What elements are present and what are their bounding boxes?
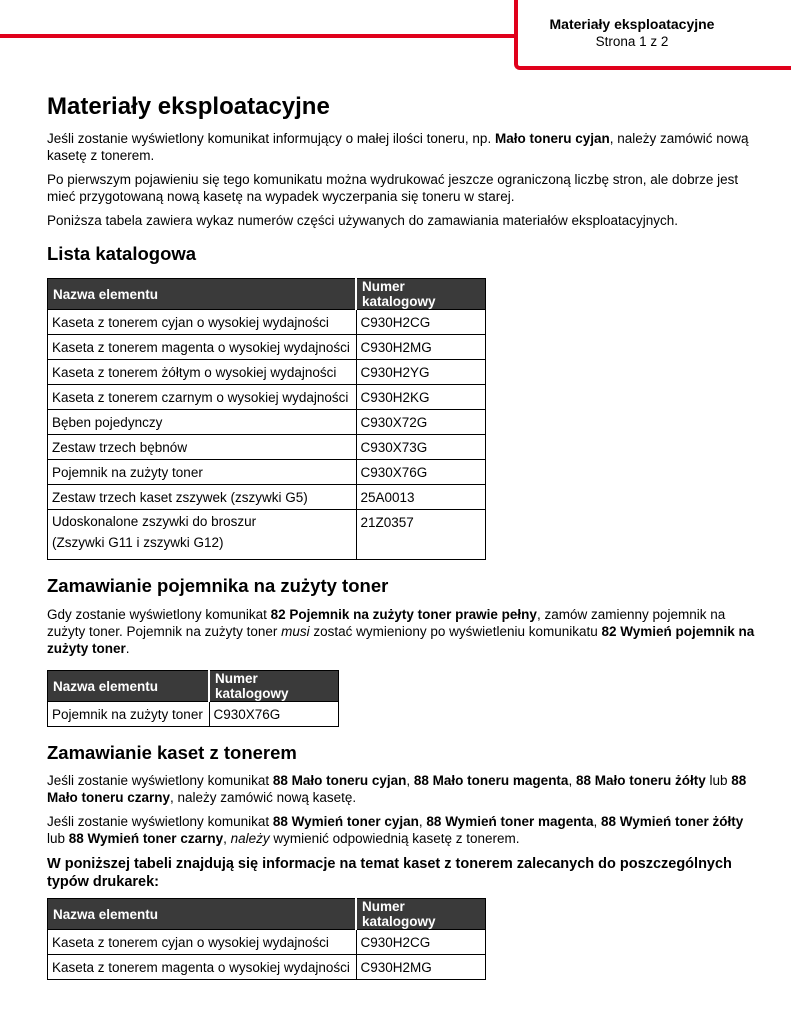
header-red-line — [0, 34, 517, 38]
waste-container-table — [47, 670, 339, 727]
item-name: Kaseta z tonerem magenta o wysokiej wydajności — [48, 335, 357, 360]
catalog-table — [47, 278, 486, 560]
item-name: Pojemnik na zużyty toner — [48, 460, 357, 485]
header-title: Materiały eksploatacyjne — [549, 16, 715, 32]
table-row — [48, 930, 486, 955]
intro-paragraph-2: Po pierwszym pojawieniu się tego komunikatu można wydrukować jeszcze ograniczoną liczbę stron, ale dobrze jest mieć przygotowaną nową kasetę na wypadek wyczerpania się toneru w starej. — [47, 172, 739, 204]
table-row — [48, 702, 339, 727]
item-number: 21Z0357 — [356, 510, 486, 560]
item-number: C930H2CG — [356, 930, 486, 955]
item-name: Bęben pojedynczy — [48, 410, 357, 435]
column-header-name: Nazwa elementu — [48, 279, 357, 310]
table-row — [48, 385, 486, 410]
toner-ordering-heading: Zamawianie kaset z tonerem — [47, 742, 297, 763]
item-name: Pojemnik na zużyty toner — [48, 702, 210, 727]
table-row — [48, 335, 486, 360]
column-header-number: Numer katalogowy — [356, 279, 486, 310]
item-number: C930H2CG — [356, 310, 486, 335]
table-row — [48, 460, 486, 485]
item-name: Kaseta z tonerem cyjan o wysokiej wydajności — [48, 930, 357, 955]
main-content — [47, 92, 757, 980]
toner-table — [47, 898, 486, 980]
table-row — [48, 435, 486, 460]
column-header-number: Numer katalogowy — [356, 899, 486, 930]
item-name: Kaseta z tonerem czarnym o wysokiej wydajności — [48, 385, 357, 410]
toner-paragraph-1: Jeśli zostanie wyświetlony komunikat 88 Mało toneru cyjan, 88 Mało toneru magenta, 88 Mało toneru żółty lub 88 Mało toneru czarny, należy zamówić nową kasetę. — [47, 773, 747, 805]
table-row — [48, 955, 486, 980]
table-row — [48, 410, 486, 435]
toner-table-caption: W poniższej tabeli znajdują się informacje na temat kaset z tonerem zalecanych do poszczególnych typów drukarek: — [47, 856, 732, 890]
item-number: 25A0013 — [356, 485, 486, 510]
item-name: Zestaw trzech bębnów — [48, 435, 357, 460]
item-number: C930X73G — [356, 435, 486, 460]
waste-container-paragraph: Gdy zostanie wyświetlony komunikat 82 Pojemnik na zużyty toner prawie pełny, zamów zamienny pojemnik na zużyty toner. Pojemnik na zużyty toner musi zostać wymieniony po wyświetleniu komunikatu 82 Wymień pojemnik na zużyty toner. — [47, 607, 755, 656]
item-number: C930X76G — [356, 460, 486, 485]
table-row — [48, 485, 486, 510]
item-name: Kaseta z tonerem żółtym o wysokiej wydajności — [48, 360, 357, 385]
table-header-row — [48, 279, 486, 310]
column-header-name: Nazwa elementu — [48, 671, 210, 702]
table-header-row — [48, 899, 486, 930]
toner-paragraph-2: Jeśli zostanie wyświetlony komunikat 88 Wymień toner cyjan, 88 Wymień toner magenta, 88 Wymień toner żółty lub 88 Wymień toner czarny, należy wymienić odpowiednią kasetę z tonerem. — [47, 814, 744, 846]
item-number: C930H2MG — [356, 335, 486, 360]
intro-paragraph-3: Poniższa tabela zawiera wykaz numerów części używanych do zamawiania materiałów eksploatacyjnych. — [47, 213, 679, 228]
item-number: C930X76G — [209, 702, 339, 727]
item-name: Kaseta z tonerem magenta o wysokiej wydajności — [48, 955, 357, 980]
waste-container-heading: Zamawianie pojemnika na zużyty toner — [47, 575, 389, 596]
item-name: Kaseta z tonerem cyjan o wysokiej wydajności — [48, 310, 357, 335]
item-number: C930H2YG — [356, 360, 486, 385]
item-number: C930H2KG — [356, 385, 486, 410]
catalog-heading: Lista katalogowa — [47, 243, 197, 264]
header-page-number: Strona 1 z 2 — [595, 34, 669, 49]
table-row — [48, 310, 486, 335]
item-name: Udoskonalone zszywki do broszur (Zszywki G11 i zszywki G12) — [48, 510, 357, 560]
item-name: Zestaw trzech kaset zszywek (zszywki G5) — [48, 485, 357, 510]
table-row — [48, 510, 486, 560]
column-header-number: Numer katalogowy — [209, 671, 339, 702]
item-number: C930X72G — [356, 410, 486, 435]
intro-paragraph-1: Jeśli zostanie wyświetlony komunikat informujący o małej ilości toneru, np. Mało toneru cyjan, należy zamówić nową kasetę z tonerem. — [47, 131, 749, 163]
table-row — [48, 360, 486, 385]
item-number: C930H2MG — [356, 955, 486, 980]
column-header-name: Nazwa elementu — [48, 899, 357, 930]
page-title: Materiały eksploatacyjne — [47, 93, 330, 120]
table-header-row — [48, 671, 339, 702]
